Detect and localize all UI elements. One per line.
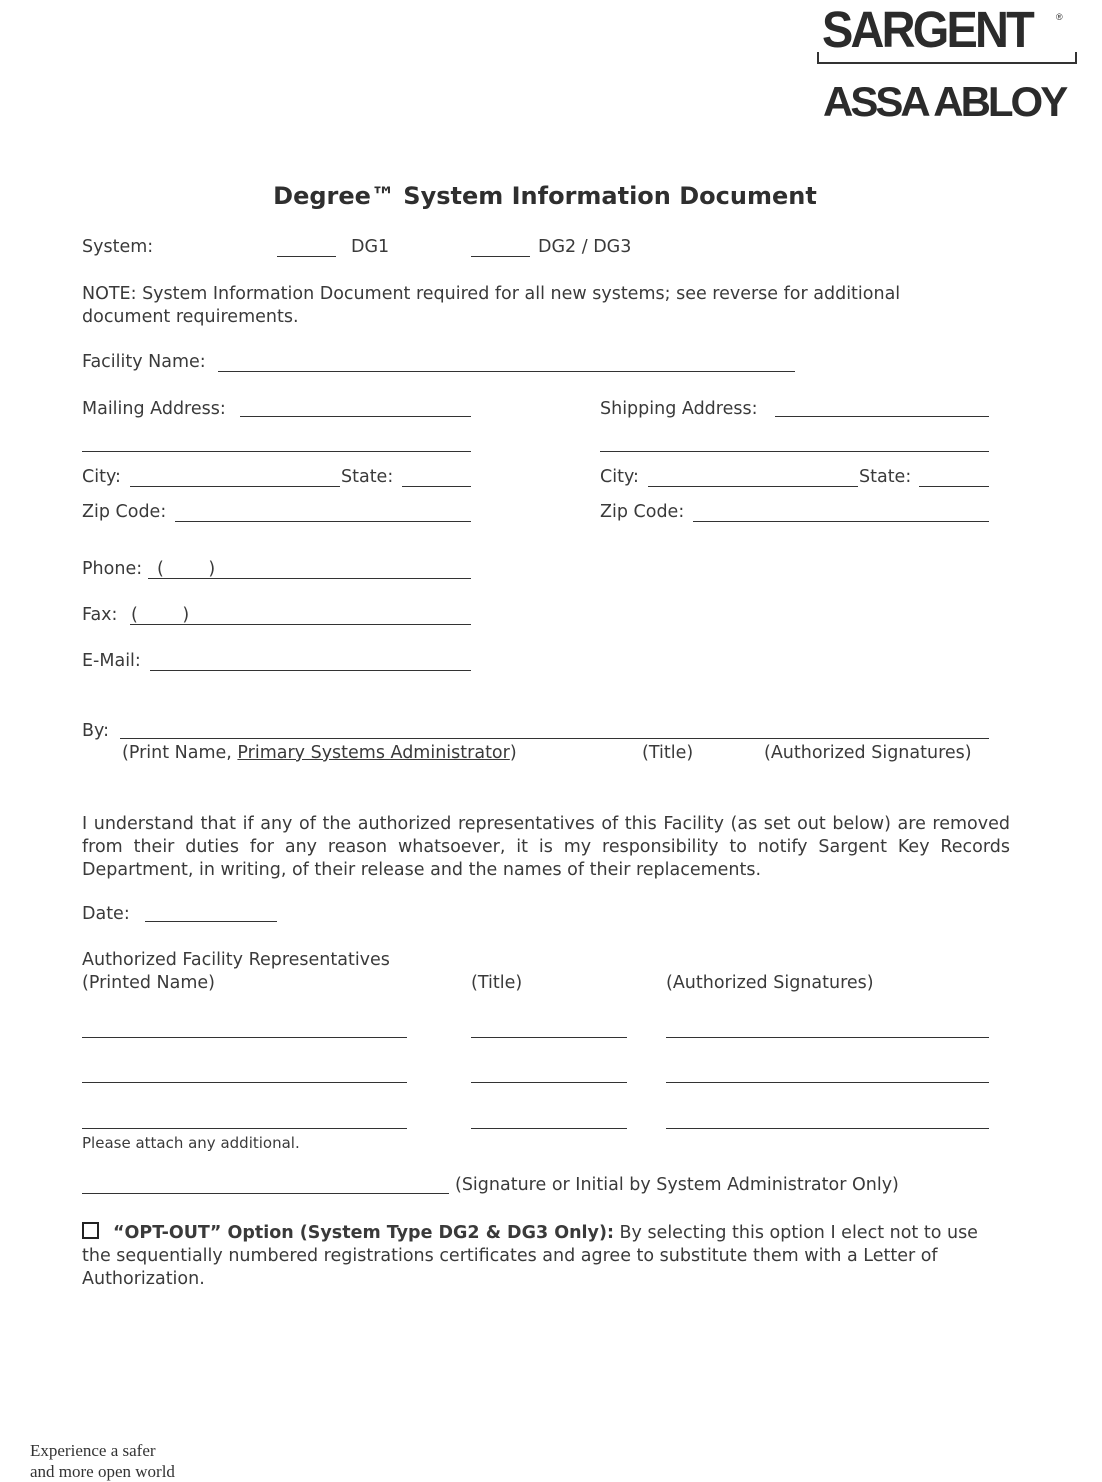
mailing-address-line2-field[interactable] — [82, 451, 471, 452]
dg2-dg3-blank[interactable] — [471, 256, 530, 257]
page-title: Degree™ System Information Document — [273, 182, 817, 210]
mailing-state-field[interactable] — [402, 486, 471, 487]
dg1-option: DG1 — [351, 237, 390, 257]
rep2-name-field[interactable] — [82, 1082, 407, 1083]
note-text: NOTE: System Information Document required for all new systems; see reverse for additional document requirements. — [82, 284, 901, 327]
phone-label: Phone: — [82, 559, 143, 579]
facility-name-field[interactable] — [218, 371, 795, 372]
mailing-zip-field[interactable] — [175, 521, 471, 522]
responsibility-statement: I understand that if any of the authorized representatives of this Facility (as set out below) are removed from their duties for any reason whatsoever, it is my responsibility to notify Sargent Key Records Department, in writing, of their release and the names of their replacements. — [82, 814, 1010, 880]
opt-out-option — [82, 1222, 1010, 1291]
facility-name-label: Facility Name: — [82, 352, 206, 372]
date-label: Date: — [82, 904, 130, 924]
shipping-state-field[interactable] — [919, 486, 989, 487]
rep3-name-field[interactable] — [82, 1128, 407, 1129]
mailing-zip-label: Zip Code: — [82, 502, 167, 522]
registered-mark: ® — [1056, 12, 1063, 22]
shipping-address-label: Shipping Address: — [600, 399, 758, 419]
fax-label: Fax: — [82, 605, 118, 625]
tagline-line2: and more open world — [30, 1462, 175, 1481]
fax-field[interactable] — [130, 624, 471, 625]
rep1-signature-field[interactable] — [666, 1037, 989, 1038]
opt-out-text: By selecting this option I elect not to use the sequentially numbered registrations certificates and agree to substitute them with a Letter of Authorization. — [82, 1223, 978, 1289]
shipping-zip-field[interactable] — [693, 521, 989, 522]
shipping-state-label: State: — [859, 467, 912, 487]
by-print-name-caption — [122, 743, 517, 763]
mailing-city-field[interactable] — [130, 486, 340, 487]
shipping-city-field[interactable] — [648, 486, 858, 487]
print-name-suffix: ) — [509, 743, 517, 763]
mailing-address-field[interactable] — [240, 416, 471, 417]
shipping-zip-label: Zip Code: — [600, 502, 685, 522]
mailing-city-label: City: — [82, 467, 121, 487]
phone-field[interactable] — [148, 578, 471, 579]
reps-title-column: (Title) — [471, 973, 523, 993]
logo-bracket — [817, 52, 1077, 64]
rep2-title-field[interactable] — [471, 1082, 627, 1083]
reps-signature-column: (Authorized Signatures) — [666, 973, 874, 993]
tagline — [30, 1440, 175, 1482]
by-title-caption: (Title) — [642, 743, 694, 763]
rep3-signature-field[interactable] — [666, 1128, 989, 1129]
opt-out-heading: “OPT-OUT” Option (System Type DG2 & DG3 Only): — [113, 1223, 614, 1243]
sargent-wordmark: SARGENT — [822, 1, 1033, 58]
mailing-state-label: State: — [341, 467, 394, 487]
attach-note: Please attach any additional. — [82, 1134, 300, 1152]
reps-heading: Authorized Facility Representatives — [82, 950, 390, 970]
phone-area-code: ( ) — [157, 559, 216, 579]
admin-signature-field[interactable] — [82, 1193, 449, 1194]
admin-signature-caption: (Signature or Initial by System Administrator Only) — [455, 1175, 899, 1195]
mailing-address-label: Mailing Address: — [82, 399, 226, 419]
by-label: By: — [82, 721, 109, 741]
rep3-title-field[interactable] — [471, 1128, 627, 1129]
shipping-address-line2-field[interactable] — [600, 451, 989, 452]
shipping-address-field[interactable] — [775, 416, 989, 417]
by-signatures-caption: (Authorized Signatures) — [764, 743, 972, 763]
opt-out-checkbox[interactable] — [82, 1222, 99, 1239]
tagline-line1: Experience a safer — [30, 1441, 156, 1460]
email-label: E-Mail: — [82, 651, 141, 671]
print-name-prefix: (Print Name, — [122, 743, 238, 763]
reps-name-column: (Printed Name) — [82, 973, 215, 993]
dg1-blank[interactable] — [277, 256, 336, 257]
print-name-role: Primary Systems Administrator — [237, 743, 510, 763]
rep2-signature-field[interactable] — [666, 1082, 989, 1083]
fax-area-code: ( ) — [131, 605, 190, 625]
dg2-dg3-option: DG2 / DG3 — [538, 237, 632, 257]
date-field[interactable] — [145, 921, 277, 922]
email-field[interactable] — [150, 670, 471, 671]
system-label: System: — [82, 237, 154, 257]
rep1-title-field[interactable] — [471, 1037, 627, 1038]
shipping-city-label: City: — [600, 467, 639, 487]
assa-abloy-wordmark: ASSA ABLOY — [823, 78, 1066, 125]
rep1-name-field[interactable] — [82, 1037, 407, 1038]
by-field[interactable] — [120, 738, 989, 739]
